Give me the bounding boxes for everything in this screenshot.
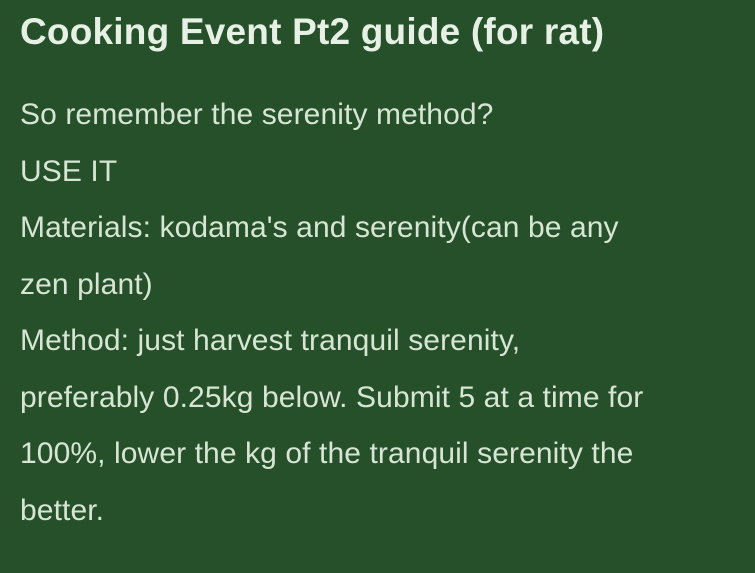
body-line: zen plant) — [20, 267, 153, 301]
post-body — [20, 87, 735, 539]
body-line: preferably 0.25kg below. Submit 5 at a time for — [20, 380, 644, 414]
body-line: Method: just harvest tranquil serenity, — [20, 324, 521, 357]
body-line: better. — [20, 493, 105, 527]
body-line: So remember the serenity method? — [20, 98, 494, 131]
body-line: Materials: kodama's and serenity(can be any — [20, 211, 619, 244]
post-container — [0, 9, 755, 573]
post-title: Cooking Event Pt2 guide (for rat) — [20, 11, 605, 52]
body-line: USE IT — [20, 154, 118, 188]
body-line: 100%, lower the kg of the tranquil serenity the — [20, 437, 634, 470]
